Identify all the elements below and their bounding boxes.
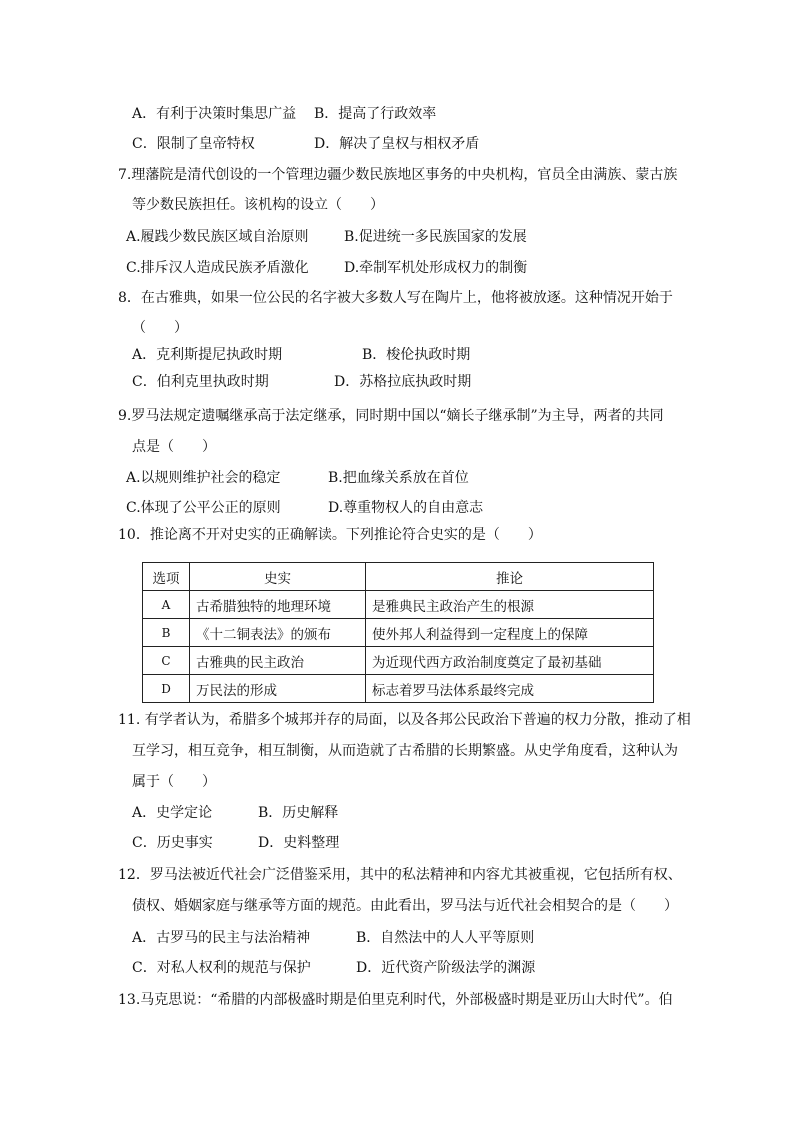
q7-option-b: B.促进统一多民族国家的发展 xyxy=(344,229,527,245)
q13-stem-line1: 13.马克思说：“希腊的内部极盛时期是伯里克利时代，外部极盛时期是亚历山大时代”。伯 xyxy=(118,992,673,1008)
q8-stem-line2: （ ） xyxy=(132,320,188,336)
q8-option-c: C．伯利克里执政时期 xyxy=(132,374,269,390)
q12-option-d: D．近代资产阶级法学的渊源 xyxy=(356,960,536,976)
q12-stem-line1: 12．罗马法被近代社会广泛借鉴采用，其中的私法精神和内容尤其被重视，它包括所有权、 xyxy=(118,867,682,883)
q9-stem-line1: 9.罗马法规定遗嘱继承高于法定继承，同时期中国以“嫡长子继承制”为主导，两者的共同 xyxy=(118,408,664,424)
q10-table xyxy=(142,562,654,703)
table-row xyxy=(143,647,654,675)
q11-stem-line1: 11. 有学者认为，希腊多个城邦并存的局面，以及各邦公民政治下普遍的权力分散，推动了相 xyxy=(118,712,691,728)
q12-option-b: B．自然法中的人人平等原则 xyxy=(356,930,535,946)
table-cell: B xyxy=(143,619,190,647)
q8-option-b: B．梭伦执政时期 xyxy=(362,347,471,363)
table-row xyxy=(143,619,654,647)
q7-option-a: A.履践少数民族区域自治原则 xyxy=(126,229,309,245)
table-row xyxy=(143,675,654,703)
table-cell: 为近现代西方政治制度奠定了最初基础 xyxy=(366,647,654,675)
q11-option-d: D．史料整理 xyxy=(258,835,340,851)
q7-option-d: D.牵制军机处形成权力的制衡 xyxy=(344,260,528,276)
table-cell: 古雅典的民主政治 xyxy=(190,647,366,675)
q7-stem-line2: 等少数民族担任。该机构的设立（ ） xyxy=(132,197,384,213)
table-header-cell: 推论 xyxy=(366,563,654,591)
table-header-cell: 选项 xyxy=(143,563,190,591)
table-cell: D xyxy=(143,675,190,703)
q11-stem-line2: 互学习，相互竞争，相互制衡，从而造就了古希腊的长期繁盛。从史学角度看，这种认为 xyxy=(132,743,678,759)
q9-stem-line2: 点是（ ） xyxy=(132,439,216,455)
q12-stem-line2: 债权、婚姻家庭与继承等方面的规范。由此看出，罗马法与近代社会相契合的是（ ） xyxy=(132,898,678,914)
q11-option-c: C．历史事实 xyxy=(132,835,213,851)
q6-option-d: D．解决了皇权与相权矛盾 xyxy=(314,136,480,152)
table-header-cell: 史实 xyxy=(190,563,366,591)
q12-option-a: A．古罗马的民主与法治精神 xyxy=(132,930,311,946)
q6-option-a: A．有利于决策时集思广益 xyxy=(132,106,297,122)
q7-stem-line1: 7.理藩院是清代创设的一个管理边疆少数民族地区事务的中央机构，官员全由满族、蒙古族 xyxy=(118,167,678,183)
q8-option-d: D．苏格拉底执政时期 xyxy=(334,374,472,390)
q8-stem-line1: 8．在古雅典，如果一位公民的名字被大多数人写在陶片上，他将被放逐。这种情况开始于 xyxy=(118,290,673,306)
table-cell: A xyxy=(143,591,190,619)
table-row xyxy=(143,591,654,619)
table-header-row xyxy=(143,563,654,591)
q9-option-b: B.把血缘关系放在首位 xyxy=(328,470,469,486)
q6-option-c: C．限制了皇帝特权 xyxy=(132,136,255,152)
q9-option-d: D.尊重物权人的自由意志 xyxy=(328,500,484,516)
table-cell: 使外邦人利益得到一定程度上的保障 xyxy=(366,619,654,647)
q11-option-a: A．史学定论 xyxy=(132,805,213,821)
q9-option-a: A.以规则维护社会的稳定 xyxy=(126,470,281,486)
q12-option-c: C．对私人权利的规范与保护 xyxy=(132,960,311,976)
q9-option-c: C.体现了公平公正的原则 xyxy=(126,500,281,516)
table-cell: 古希腊独特的地理环境 xyxy=(190,591,366,619)
q10-stem: 10．推论离不开对史实的正确解读。下列推论符合史实的是（ ） xyxy=(118,527,542,543)
q8-option-a: A．克利斯提尼执政时期 xyxy=(132,347,283,363)
q6-option-b: B．提高了行政效率 xyxy=(314,106,437,122)
table-cell: 万民法的形成 xyxy=(190,675,366,703)
table-cell: 《十二铜表法》的颁布 xyxy=(190,619,366,647)
table-cell: C xyxy=(143,647,190,675)
table-cell: 是雅典民主政治产生的根源 xyxy=(366,591,654,619)
table-cell: 标志着罗马法体系最终完成 xyxy=(366,675,654,703)
q11-stem-line3: 属于（ ） xyxy=(132,774,216,790)
q7-option-c: C.排斥汉人造成民族矛盾激化 xyxy=(126,260,309,276)
q11-option-b: B．历史解释 xyxy=(258,805,339,821)
